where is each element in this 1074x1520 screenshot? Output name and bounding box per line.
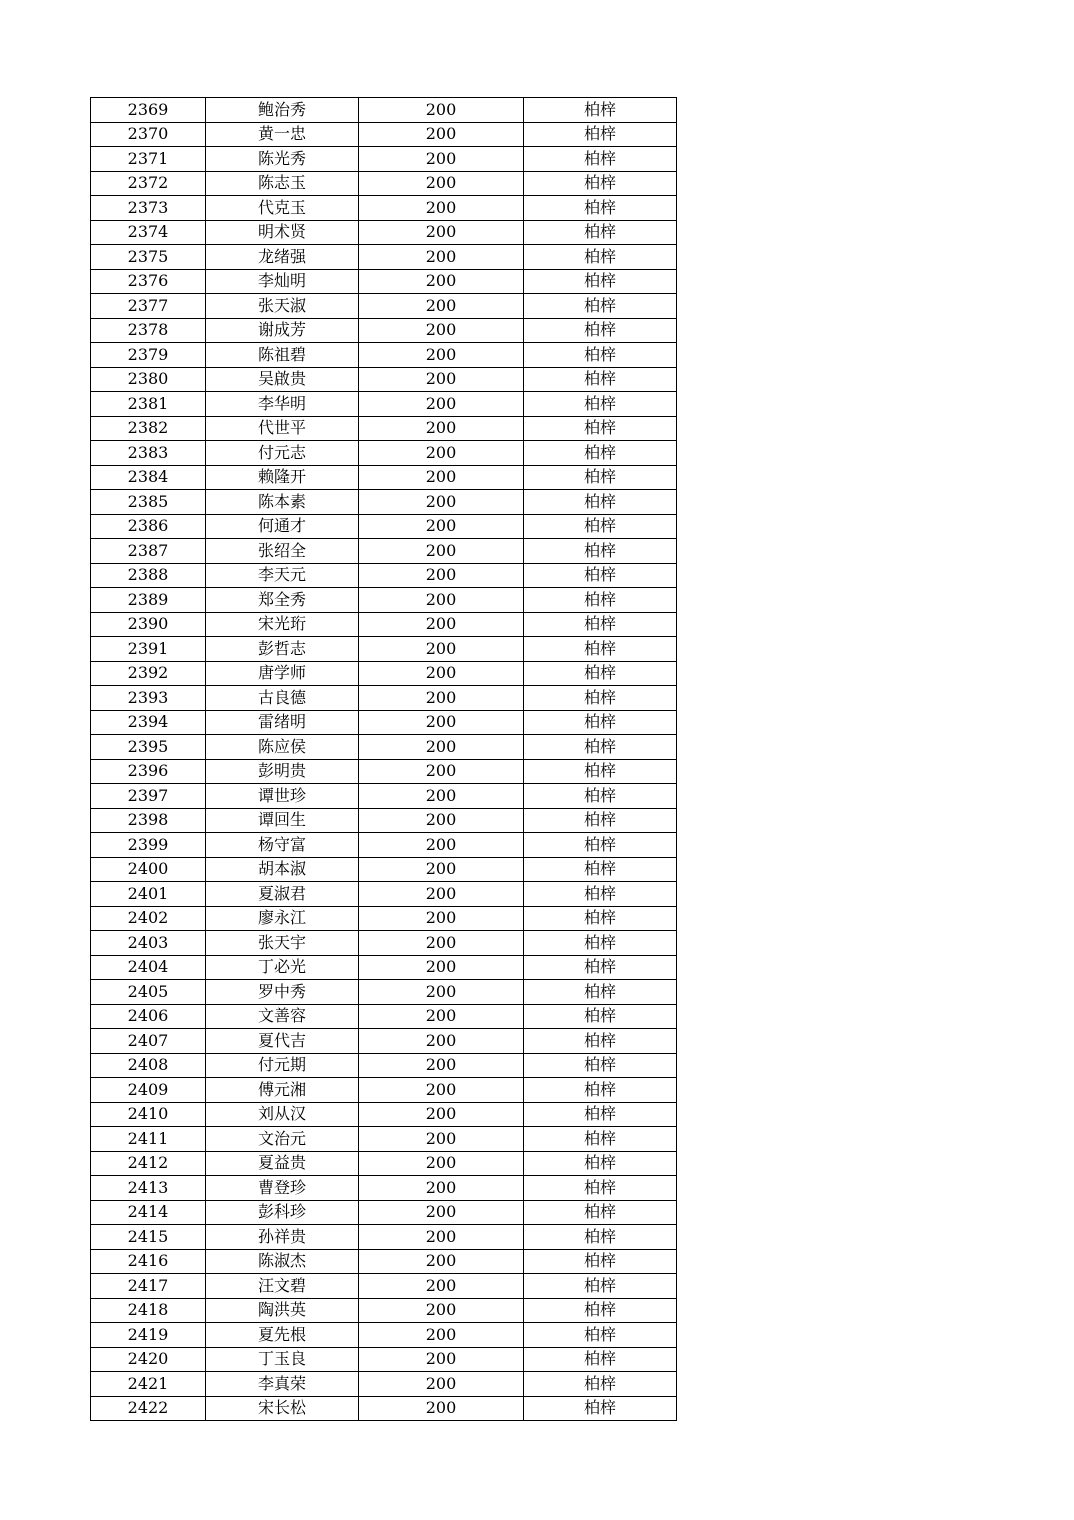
table-row bbox=[91, 392, 677, 417]
name-cell: 赖隆开 bbox=[206, 465, 359, 490]
town-cell: 柏梓 bbox=[524, 808, 677, 833]
name-cell: 雷绪明 bbox=[206, 710, 359, 735]
town-cell: 柏梓 bbox=[524, 1298, 677, 1323]
table-row bbox=[91, 122, 677, 147]
name-cell: 宋光珩 bbox=[206, 612, 359, 637]
table-row bbox=[91, 1078, 677, 1103]
table-row bbox=[91, 294, 677, 319]
amount-cell: 200 bbox=[359, 857, 524, 882]
town-cell: 柏梓 bbox=[524, 392, 677, 417]
row-number-cell: 2377 bbox=[91, 294, 206, 319]
town-cell: 柏梓 bbox=[524, 1249, 677, 1274]
amount-cell: 200 bbox=[359, 318, 524, 343]
amount-cell: 200 bbox=[359, 686, 524, 711]
amount-cell: 200 bbox=[359, 563, 524, 588]
row-number-cell: 2370 bbox=[91, 122, 206, 147]
table-row bbox=[91, 661, 677, 686]
row-number-cell: 2405 bbox=[91, 980, 206, 1005]
town-cell: 柏梓 bbox=[524, 465, 677, 490]
town-cell: 柏梓 bbox=[524, 784, 677, 809]
amount-cell: 200 bbox=[359, 367, 524, 392]
town-cell: 柏梓 bbox=[524, 441, 677, 466]
town-cell: 柏梓 bbox=[524, 98, 677, 123]
name-cell: 丁玉良 bbox=[206, 1347, 359, 1372]
amount-cell: 200 bbox=[359, 637, 524, 662]
row-number-cell: 2422 bbox=[91, 1396, 206, 1421]
table-row bbox=[91, 171, 677, 196]
town-cell: 柏梓 bbox=[524, 1176, 677, 1201]
row-number-cell: 2379 bbox=[91, 343, 206, 368]
row-number-cell: 2406 bbox=[91, 1004, 206, 1029]
row-number-cell: 2407 bbox=[91, 1029, 206, 1054]
amount-cell: 200 bbox=[359, 1225, 524, 1250]
row-number-cell: 2411 bbox=[91, 1127, 206, 1152]
row-number-cell: 2392 bbox=[91, 661, 206, 686]
table-row bbox=[91, 1127, 677, 1152]
table-row bbox=[91, 1323, 677, 1348]
row-number-cell: 2387 bbox=[91, 539, 206, 564]
town-cell: 柏梓 bbox=[524, 1225, 677, 1250]
table-row bbox=[91, 1151, 677, 1176]
amount-cell: 200 bbox=[359, 661, 524, 686]
town-cell: 柏梓 bbox=[524, 1274, 677, 1299]
town-cell: 柏梓 bbox=[524, 759, 677, 784]
table-row bbox=[91, 1225, 677, 1250]
row-number-cell: 2373 bbox=[91, 196, 206, 221]
name-cell: 郑全秀 bbox=[206, 588, 359, 613]
town-cell: 柏梓 bbox=[524, 588, 677, 613]
amount-cell: 200 bbox=[359, 784, 524, 809]
name-cell: 张天淑 bbox=[206, 294, 359, 319]
town-cell: 柏梓 bbox=[524, 1151, 677, 1176]
table-row bbox=[91, 1029, 677, 1054]
name-cell: 张绍全 bbox=[206, 539, 359, 564]
row-number-cell: 2399 bbox=[91, 833, 206, 858]
amount-cell: 200 bbox=[359, 171, 524, 196]
name-cell: 夏代吉 bbox=[206, 1029, 359, 1054]
amount-cell: 200 bbox=[359, 441, 524, 466]
name-cell: 廖永江 bbox=[206, 906, 359, 931]
table-row bbox=[91, 1274, 677, 1299]
table-row bbox=[91, 710, 677, 735]
name-cell: 夏淑君 bbox=[206, 882, 359, 907]
name-cell: 陈应侯 bbox=[206, 735, 359, 760]
table-row bbox=[91, 147, 677, 172]
row-number-cell: 2410 bbox=[91, 1102, 206, 1127]
amount-cell: 200 bbox=[359, 539, 524, 564]
amount-cell: 200 bbox=[359, 710, 524, 735]
table-row bbox=[91, 980, 677, 1005]
table-row bbox=[91, 612, 677, 637]
amount-cell: 200 bbox=[359, 1249, 524, 1274]
amount-cell: 200 bbox=[359, 1078, 524, 1103]
amount-cell: 200 bbox=[359, 98, 524, 123]
name-cell: 付元期 bbox=[206, 1053, 359, 1078]
table-row bbox=[91, 784, 677, 809]
amount-cell: 200 bbox=[359, 612, 524, 637]
table-row bbox=[91, 857, 677, 882]
name-cell: 龙绪强 bbox=[206, 245, 359, 270]
row-number-cell: 2418 bbox=[91, 1298, 206, 1323]
row-number-cell: 2420 bbox=[91, 1347, 206, 1372]
row-number-cell: 2395 bbox=[91, 735, 206, 760]
amount-cell: 200 bbox=[359, 1200, 524, 1225]
table-row bbox=[91, 514, 677, 539]
table-row bbox=[91, 1298, 677, 1323]
amount-cell: 200 bbox=[359, 416, 524, 441]
name-cell: 彭科珍 bbox=[206, 1200, 359, 1225]
row-number-cell: 2419 bbox=[91, 1323, 206, 1348]
amount-cell: 200 bbox=[359, 1347, 524, 1372]
table-row bbox=[91, 833, 677, 858]
table-row bbox=[91, 490, 677, 515]
table-row bbox=[91, 269, 677, 294]
row-number-cell: 2408 bbox=[91, 1053, 206, 1078]
name-cell: 彭哲志 bbox=[206, 637, 359, 662]
amount-cell: 200 bbox=[359, 1298, 524, 1323]
name-cell: 代克玉 bbox=[206, 196, 359, 221]
amount-cell: 200 bbox=[359, 245, 524, 270]
name-cell: 汪文碧 bbox=[206, 1274, 359, 1299]
town-cell: 柏梓 bbox=[524, 563, 677, 588]
table-row bbox=[91, 1004, 677, 1029]
table-row bbox=[91, 1372, 677, 1397]
name-cell: 黄一忠 bbox=[206, 122, 359, 147]
row-number-cell: 2421 bbox=[91, 1372, 206, 1397]
name-cell: 罗中秀 bbox=[206, 980, 359, 1005]
town-cell: 柏梓 bbox=[524, 514, 677, 539]
town-cell: 柏梓 bbox=[524, 269, 677, 294]
table-row bbox=[91, 735, 677, 760]
row-number-cell: 2388 bbox=[91, 563, 206, 588]
name-cell: 丁必光 bbox=[206, 955, 359, 980]
amount-cell: 200 bbox=[359, 588, 524, 613]
town-cell: 柏梓 bbox=[524, 931, 677, 956]
table-row bbox=[91, 1176, 677, 1201]
amount-cell: 200 bbox=[359, 1151, 524, 1176]
town-cell: 柏梓 bbox=[524, 661, 677, 686]
name-cell: 傅元湘 bbox=[206, 1078, 359, 1103]
town-cell: 柏梓 bbox=[524, 1078, 677, 1103]
amount-cell: 200 bbox=[359, 343, 524, 368]
row-number-cell: 2414 bbox=[91, 1200, 206, 1225]
town-cell: 柏梓 bbox=[524, 1396, 677, 1421]
table-row bbox=[91, 686, 677, 711]
row-number-cell: 2375 bbox=[91, 245, 206, 270]
name-cell: 陈志玉 bbox=[206, 171, 359, 196]
name-cell: 李灿明 bbox=[206, 269, 359, 294]
name-cell: 陈祖碧 bbox=[206, 343, 359, 368]
town-cell: 柏梓 bbox=[524, 294, 677, 319]
table-row bbox=[91, 1200, 677, 1225]
row-number-cell: 2374 bbox=[91, 220, 206, 245]
name-cell: 陈本素 bbox=[206, 490, 359, 515]
name-cell: 古良德 bbox=[206, 686, 359, 711]
town-cell: 柏梓 bbox=[524, 857, 677, 882]
row-number-cell: 2389 bbox=[91, 588, 206, 613]
row-number-cell: 2413 bbox=[91, 1176, 206, 1201]
row-number-cell: 2380 bbox=[91, 367, 206, 392]
row-number-cell: 2372 bbox=[91, 171, 206, 196]
table-row bbox=[91, 1396, 677, 1421]
row-number-cell: 2376 bbox=[91, 269, 206, 294]
town-cell: 柏梓 bbox=[524, 196, 677, 221]
table-row bbox=[91, 465, 677, 490]
name-cell: 何通才 bbox=[206, 514, 359, 539]
row-number-cell: 2384 bbox=[91, 465, 206, 490]
row-number-cell: 2378 bbox=[91, 318, 206, 343]
table-row bbox=[91, 955, 677, 980]
town-cell: 柏梓 bbox=[524, 1127, 677, 1152]
name-cell: 陈光秀 bbox=[206, 147, 359, 172]
amount-cell: 200 bbox=[359, 147, 524, 172]
name-cell: 夏先根 bbox=[206, 1323, 359, 1348]
amount-cell: 200 bbox=[359, 1372, 524, 1397]
table-row bbox=[91, 367, 677, 392]
row-number-cell: 2401 bbox=[91, 882, 206, 907]
row-number-cell: 2386 bbox=[91, 514, 206, 539]
name-cell: 宋长松 bbox=[206, 1396, 359, 1421]
amount-cell: 200 bbox=[359, 269, 524, 294]
table-row bbox=[91, 1249, 677, 1274]
name-cell: 吴啟贵 bbox=[206, 367, 359, 392]
amount-cell: 200 bbox=[359, 955, 524, 980]
row-number-cell: 2412 bbox=[91, 1151, 206, 1176]
amount-cell: 200 bbox=[359, 1029, 524, 1054]
row-number-cell: 2369 bbox=[91, 98, 206, 123]
table-row bbox=[91, 416, 677, 441]
name-cell: 李天元 bbox=[206, 563, 359, 588]
table-body bbox=[91, 98, 677, 1421]
amount-cell: 200 bbox=[359, 1127, 524, 1152]
town-cell: 柏梓 bbox=[524, 906, 677, 931]
town-cell: 柏梓 bbox=[524, 490, 677, 515]
row-number-cell: 2381 bbox=[91, 392, 206, 417]
town-cell: 柏梓 bbox=[524, 367, 677, 392]
amount-cell: 200 bbox=[359, 220, 524, 245]
name-cell: 谢成芳 bbox=[206, 318, 359, 343]
town-cell: 柏梓 bbox=[524, 833, 677, 858]
row-number-cell: 2393 bbox=[91, 686, 206, 711]
town-cell: 柏梓 bbox=[524, 318, 677, 343]
name-cell: 陶洪英 bbox=[206, 1298, 359, 1323]
row-number-cell: 2390 bbox=[91, 612, 206, 637]
amount-cell: 200 bbox=[359, 392, 524, 417]
row-number-cell: 2417 bbox=[91, 1274, 206, 1299]
row-number-cell: 2400 bbox=[91, 857, 206, 882]
town-cell: 柏梓 bbox=[524, 735, 677, 760]
table-row bbox=[91, 220, 677, 245]
name-cell: 唐学师 bbox=[206, 661, 359, 686]
table-row bbox=[91, 98, 677, 123]
table-row bbox=[91, 931, 677, 956]
amount-cell: 200 bbox=[359, 931, 524, 956]
town-cell: 柏梓 bbox=[524, 1200, 677, 1225]
amount-cell: 200 bbox=[359, 1053, 524, 1078]
town-cell: 柏梓 bbox=[524, 1323, 677, 1348]
table-row bbox=[91, 882, 677, 907]
table-row bbox=[91, 441, 677, 466]
amount-cell: 200 bbox=[359, 759, 524, 784]
name-cell: 谭世珍 bbox=[206, 784, 359, 809]
town-cell: 柏梓 bbox=[524, 1004, 677, 1029]
row-number-cell: 2382 bbox=[91, 416, 206, 441]
amount-cell: 200 bbox=[359, 980, 524, 1005]
data-table bbox=[90, 97, 677, 1421]
town-cell: 柏梓 bbox=[524, 1053, 677, 1078]
name-cell: 陈淑杰 bbox=[206, 1249, 359, 1274]
table-row bbox=[91, 318, 677, 343]
name-cell: 文善容 bbox=[206, 1004, 359, 1029]
name-cell: 孙祥贵 bbox=[206, 1225, 359, 1250]
table-row bbox=[91, 539, 677, 564]
town-cell: 柏梓 bbox=[524, 171, 677, 196]
town-cell: 柏梓 bbox=[524, 955, 677, 980]
table-row bbox=[91, 808, 677, 833]
name-cell: 张天宇 bbox=[206, 931, 359, 956]
table-row bbox=[91, 1102, 677, 1127]
amount-cell: 200 bbox=[359, 294, 524, 319]
town-cell: 柏梓 bbox=[524, 220, 677, 245]
name-cell: 刘从汉 bbox=[206, 1102, 359, 1127]
town-cell: 柏梓 bbox=[524, 416, 677, 441]
row-number-cell: 2398 bbox=[91, 808, 206, 833]
amount-cell: 200 bbox=[359, 735, 524, 760]
town-cell: 柏梓 bbox=[524, 980, 677, 1005]
row-number-cell: 2402 bbox=[91, 906, 206, 931]
row-number-cell: 2383 bbox=[91, 441, 206, 466]
row-number-cell: 2403 bbox=[91, 931, 206, 956]
town-cell: 柏梓 bbox=[524, 122, 677, 147]
town-cell: 柏梓 bbox=[524, 1102, 677, 1127]
town-cell: 柏梓 bbox=[524, 539, 677, 564]
row-number-cell: 2391 bbox=[91, 637, 206, 662]
amount-cell: 200 bbox=[359, 1102, 524, 1127]
name-cell: 鲍治秀 bbox=[206, 98, 359, 123]
name-cell: 谭回生 bbox=[206, 808, 359, 833]
amount-cell: 200 bbox=[359, 808, 524, 833]
amount-cell: 200 bbox=[359, 122, 524, 147]
row-number-cell: 2396 bbox=[91, 759, 206, 784]
table-row bbox=[91, 1347, 677, 1372]
name-cell: 代世平 bbox=[206, 416, 359, 441]
table-row bbox=[91, 1053, 677, 1078]
row-number-cell: 2409 bbox=[91, 1078, 206, 1103]
name-cell: 文治元 bbox=[206, 1127, 359, 1152]
amount-cell: 200 bbox=[359, 514, 524, 539]
amount-cell: 200 bbox=[359, 490, 524, 515]
amount-cell: 200 bbox=[359, 1396, 524, 1421]
row-number-cell: 2397 bbox=[91, 784, 206, 809]
amount-cell: 200 bbox=[359, 196, 524, 221]
town-cell: 柏梓 bbox=[524, 1372, 677, 1397]
town-cell: 柏梓 bbox=[524, 1029, 677, 1054]
town-cell: 柏梓 bbox=[524, 710, 677, 735]
row-number-cell: 2371 bbox=[91, 147, 206, 172]
row-number-cell: 2385 bbox=[91, 490, 206, 515]
name-cell: 夏益贵 bbox=[206, 1151, 359, 1176]
table-row bbox=[91, 906, 677, 931]
row-number-cell: 2404 bbox=[91, 955, 206, 980]
town-cell: 柏梓 bbox=[524, 882, 677, 907]
name-cell: 曹登珍 bbox=[206, 1176, 359, 1201]
town-cell: 柏梓 bbox=[524, 612, 677, 637]
amount-cell: 200 bbox=[359, 1274, 524, 1299]
table-row bbox=[91, 245, 677, 270]
amount-cell: 200 bbox=[359, 465, 524, 490]
name-cell: 彭明贵 bbox=[206, 759, 359, 784]
town-cell: 柏梓 bbox=[524, 637, 677, 662]
name-cell: 付元志 bbox=[206, 441, 359, 466]
amount-cell: 200 bbox=[359, 1176, 524, 1201]
amount-cell: 200 bbox=[359, 833, 524, 858]
row-number-cell: 2415 bbox=[91, 1225, 206, 1250]
name-cell: 杨守富 bbox=[206, 833, 359, 858]
amount-cell: 200 bbox=[359, 882, 524, 907]
town-cell: 柏梓 bbox=[524, 686, 677, 711]
town-cell: 柏梓 bbox=[524, 147, 677, 172]
row-number-cell: 2416 bbox=[91, 1249, 206, 1274]
amount-cell: 200 bbox=[359, 906, 524, 931]
row-number-cell: 2394 bbox=[91, 710, 206, 735]
town-cell: 柏梓 bbox=[524, 343, 677, 368]
name-cell: 李真荣 bbox=[206, 1372, 359, 1397]
name-cell: 胡本淑 bbox=[206, 857, 359, 882]
table-row bbox=[91, 343, 677, 368]
name-cell: 李华明 bbox=[206, 392, 359, 417]
table-row bbox=[91, 759, 677, 784]
town-cell: 柏梓 bbox=[524, 1347, 677, 1372]
table-row bbox=[91, 196, 677, 221]
town-cell: 柏梓 bbox=[524, 245, 677, 270]
table-row bbox=[91, 637, 677, 662]
name-cell: 明术贤 bbox=[206, 220, 359, 245]
table-row bbox=[91, 588, 677, 613]
amount-cell: 200 bbox=[359, 1323, 524, 1348]
amount-cell: 200 bbox=[359, 1004, 524, 1029]
table-row bbox=[91, 563, 677, 588]
